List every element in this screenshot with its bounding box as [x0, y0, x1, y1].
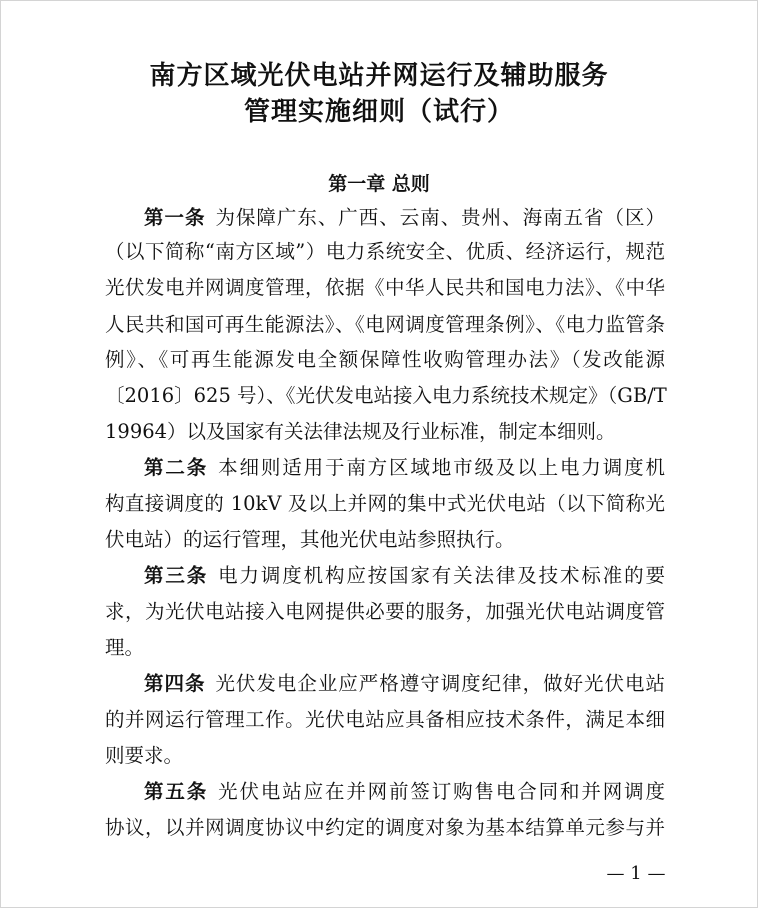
article-3-line-3: 理。	[105, 636, 145, 659]
article-2-line-1	[144, 454, 665, 482]
article-2-text-1: 本细则适用于南方区域地市级及以上电力调度机	[218, 456, 665, 479]
article-4-line-2: 的并网运行管理工作。光伏电站应具备相应技术条件，满足本细	[105, 708, 665, 731]
page-number: — 1 —	[606, 863, 666, 884]
article-1-line-6: 〔2016〕625 号）、《光伏发电站接入电力系统技术规定》（GB/T	[105, 384, 667, 407]
article-2-line-3: 伏电站）的运行管理，其他光伏电站参照执行。	[105, 528, 515, 551]
article-4-label: 第四条	[144, 672, 206, 695]
article-1-line-3: 光伏发电并网调度管理，依据《中华人民共和国电力法》、《中华	[105, 276, 665, 299]
article-3-line-1	[144, 562, 665, 590]
article-3-text-1: 电力调度机构应按国家有关法律及技术标准的要	[218, 564, 665, 587]
article-4-text-1: 光伏发电企业应严格遵守调度纪律，做好光伏电站	[215, 672, 665, 695]
article-1-line-5: 例》、《可再生能源发电全额保障性收购管理办法》（发改能源	[105, 348, 665, 371]
article-1-line-7: 19964）以及国家有关法律法规及行业标准，制定本细则。	[105, 420, 616, 443]
article-5-line-2: 协议，以并网调度协议中约定的调度对象为基本结算单元参与并	[105, 816, 665, 839]
article-2-label: 第二条	[144, 456, 209, 479]
document-title-line-2: 管理实施细则（试行）	[243, 97, 514, 127]
article-1-label: 第一条	[144, 206, 206, 229]
article-4-line-1	[144, 670, 665, 698]
chapter-heading: 第一章 总则	[328, 173, 430, 195]
article-3-label: 第三条	[144, 564, 209, 587]
article-4-line-3: 则要求。	[105, 744, 184, 767]
article-1-line-2: （以下简称“南方区域”）电力系统安全、优质、经济运行，规范	[105, 240, 665, 263]
article-1-line-4: 人民共和国可再生能源法》、《电网调度管理条例》、《电力监管条	[105, 313, 665, 336]
article-2-line-2: 构直接调度的 10kV 及以上并网的集中式光伏电站（以下简称光	[105, 492, 665, 515]
article-5-line-1	[144, 778, 665, 806]
article-5-label: 第五条	[144, 780, 209, 803]
document-title-line-1: 南方区域光伏电站并网运行及辅助服务	[149, 61, 609, 91]
article-5-text-1: 光伏电站应在并网前签订购售电合同和并网调度	[218, 780, 665, 803]
article-3-line-2: 求，为光伏电站接入电网提供必要的服务，加强光伏电站调度管	[105, 600, 665, 623]
article-1-line-1	[144, 204, 665, 232]
article-1-text-1: 为保障广东、广西、云南、贵州、海南五省（区）	[215, 206, 665, 229]
